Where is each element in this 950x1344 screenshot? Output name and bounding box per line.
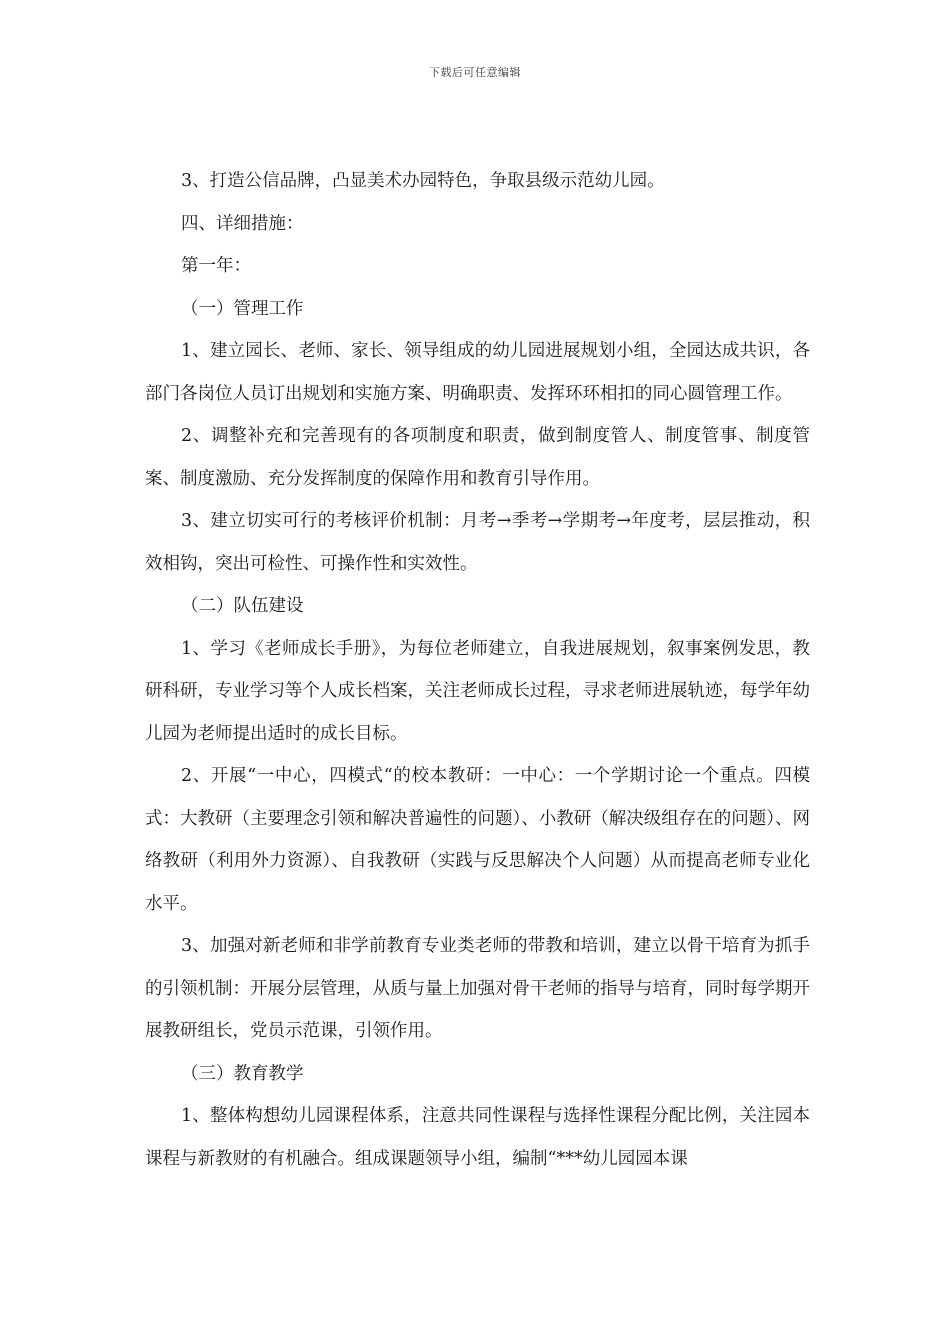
paragraph-team-3: 3、加强对新老师和非学前教育专业类老师的带教和培训，建立以骨干培育为抓手的引领机制：开展分层管理，从质与量上加强对骨干老师的指导与培育，同时每学期开展教研组长，党员示范课，引领作用。	[145, 936, 810, 1041]
paragraph-management-3: 3、建立切实可行的考核评价机制：月考→季考→学期考→年度考，层层推动，积效相钩，突出可检性、可操作性和实效性。	[145, 511, 810, 574]
paragraph-teaching-1: 1、整体构想幼儿园课程体系，注意共同性课程与选择性课程分配比例，关注园本课程与新教财的有机融合。组成课题领导小组，编制“***幼儿园园本课	[145, 1106, 810, 1169]
paragraph-goal-3: 3、打造公信品牌，凸显美术办园特色，争取县级示范幼儿园。	[181, 171, 665, 191]
section-team-building: （二）队伍建设	[181, 596, 304, 616]
paragraph-team-2: 2、开展“一中心，四模式“的校本教研：一中心：一个学期讨论一个重点。四模式：大教研（主要理念引领和解决普遍性的问题）、小教研（解决级组存在的问题）、网络教研（利用外力资源）、自我教研（实践与反思解决个人问题）从而提高老师专业化水平。	[145, 766, 810, 914]
paragraph-team-1: 1、学习《老师成长手册》，为每位老师建立，自我进展规划，叙事案例发思，教研科研，专业学习等个人成长档案，关注老师成长过程，寻求老师进展轨迹，每学年幼儿园为老师提出适时的成长目标。	[145, 638, 810, 744]
paragraph-management-2: 2、调整补充和完善现有的各项制度和职责，做到制度管人、制度管事、制度管案、制度激励、充分发挥制度的保障作用和教育引导作用。	[145, 426, 810, 489]
heading-first-year: 第一年：	[181, 256, 251, 276]
section-management: （一）管理工作	[181, 298, 304, 319]
paragraph-management-1: 1、建立园长、老师、家长、领导组成的幼儿园进展规划小组，全园达成共识，各部门各岗位人员订出规划和实施方案、明确职责、发挥环环相扣的同心圆管理工作。	[145, 341, 810, 404]
document-body	[145, 160, 810, 1180]
section-teaching: （三）教育教学	[181, 1063, 304, 1084]
page-header: 下载后可任意编辑	[429, 66, 521, 79]
heading-measures: 四、详细措施：	[181, 213, 304, 234]
